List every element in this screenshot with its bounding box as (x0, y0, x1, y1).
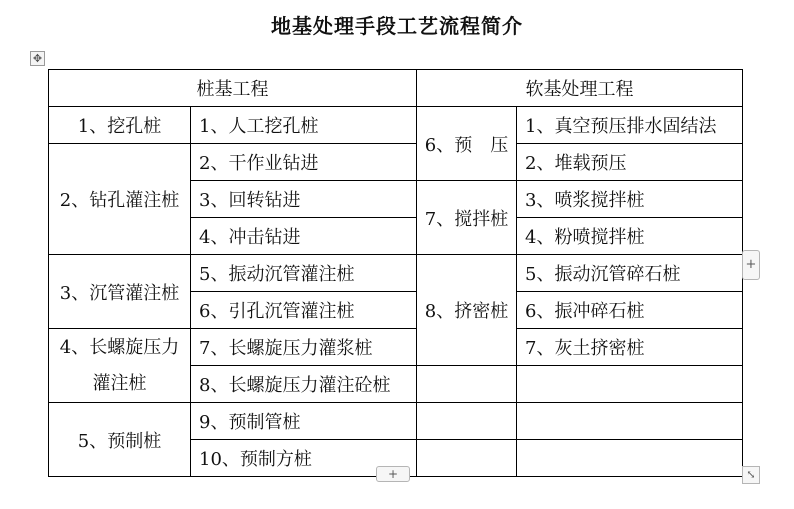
header-pile-foundation[interactable]: 桩基工程 (49, 70, 417, 107)
table-row (49, 107, 743, 144)
pile-group-cell[interactable]: 1、挖孔桩 (49, 107, 191, 144)
soft-group-cell[interactable]: 7、搅拌桩 (417, 181, 517, 255)
table-row (49, 144, 743, 181)
pile-item-cell[interactable]: 3、回转钻进 (191, 181, 417, 218)
process-table (48, 69, 743, 477)
pile-item-cell[interactable]: 4、冲击钻进 (191, 218, 417, 255)
pile-item-cell[interactable]: 6、引孔沉管灌注桩 (191, 292, 417, 329)
pile-group-cell[interactable]: 5、预制桩 (49, 403, 191, 477)
pile-item-cell[interactable]: 9、预制管桩 (191, 403, 417, 440)
soft-group-cell[interactable]: 6、预 压 (417, 107, 517, 181)
table-header-row (49, 70, 743, 107)
pile-item-cell[interactable]: 2、干作业钻进 (191, 144, 417, 181)
header-soft-foundation[interactable]: 软基处理工程 (417, 70, 743, 107)
soft-group-cell[interactable]: 8、挤密桩 (417, 255, 517, 366)
plus-icon: + (387, 467, 399, 481)
soft-item-cell[interactable]: 2、堆载预压 (517, 144, 743, 181)
empty-cell[interactable] (517, 403, 743, 440)
soft-item-cell[interactable]: 4、粉喷搅拌桩 (517, 218, 743, 255)
empty-cell[interactable] (417, 440, 517, 477)
add-row-button[interactable] (376, 466, 410, 482)
soft-item-cell[interactable]: 3、喷浆搅拌桩 (517, 181, 743, 218)
move-icon[interactable]: ✥ (30, 51, 45, 66)
add-column-button[interactable] (742, 250, 760, 280)
pile-item-cell[interactable]: 8、长螺旋压力灌注砼桩 (191, 366, 417, 403)
soft-item-cell[interactable]: 1、真空预压排水固结法 (517, 107, 743, 144)
table-row (49, 403, 743, 440)
pile-item-cell[interactable]: 1、人工挖孔桩 (191, 107, 417, 144)
pile-group-cell[interactable]: 3、沉管灌注桩 (49, 255, 191, 329)
pile-item-cell[interactable]: 10、预制方桩 (191, 440, 417, 477)
empty-cell[interactable] (517, 366, 743, 403)
table-row (49, 255, 743, 292)
soft-item-cell[interactable]: 7、灰土挤密桩 (517, 329, 743, 366)
empty-cell[interactable] (517, 440, 743, 477)
plus-icon: + (745, 257, 757, 272)
pile-group-cell[interactable]: 4、长螺旋压力灌注桩 (49, 329, 191, 403)
table-row (49, 329, 743, 366)
pile-item-cell[interactable]: 5、振动沉管灌注桩 (191, 255, 417, 292)
empty-cell[interactable] (417, 403, 517, 440)
soft-item-cell[interactable]: 6、振冲碎石桩 (517, 292, 743, 329)
pile-group-cell[interactable]: 2、钻孔灌注桩 (49, 144, 191, 255)
document-title: 地基处理手段工艺流程简介 (271, 14, 523, 38)
pile-item-cell[interactable]: 7、长螺旋压力灌浆桩 (191, 329, 417, 366)
empty-cell[interactable] (417, 366, 517, 403)
soft-item-cell[interactable]: 5、振动沉管碎石桩 (517, 255, 743, 292)
resize-icon[interactable]: ⤡ (742, 466, 760, 484)
